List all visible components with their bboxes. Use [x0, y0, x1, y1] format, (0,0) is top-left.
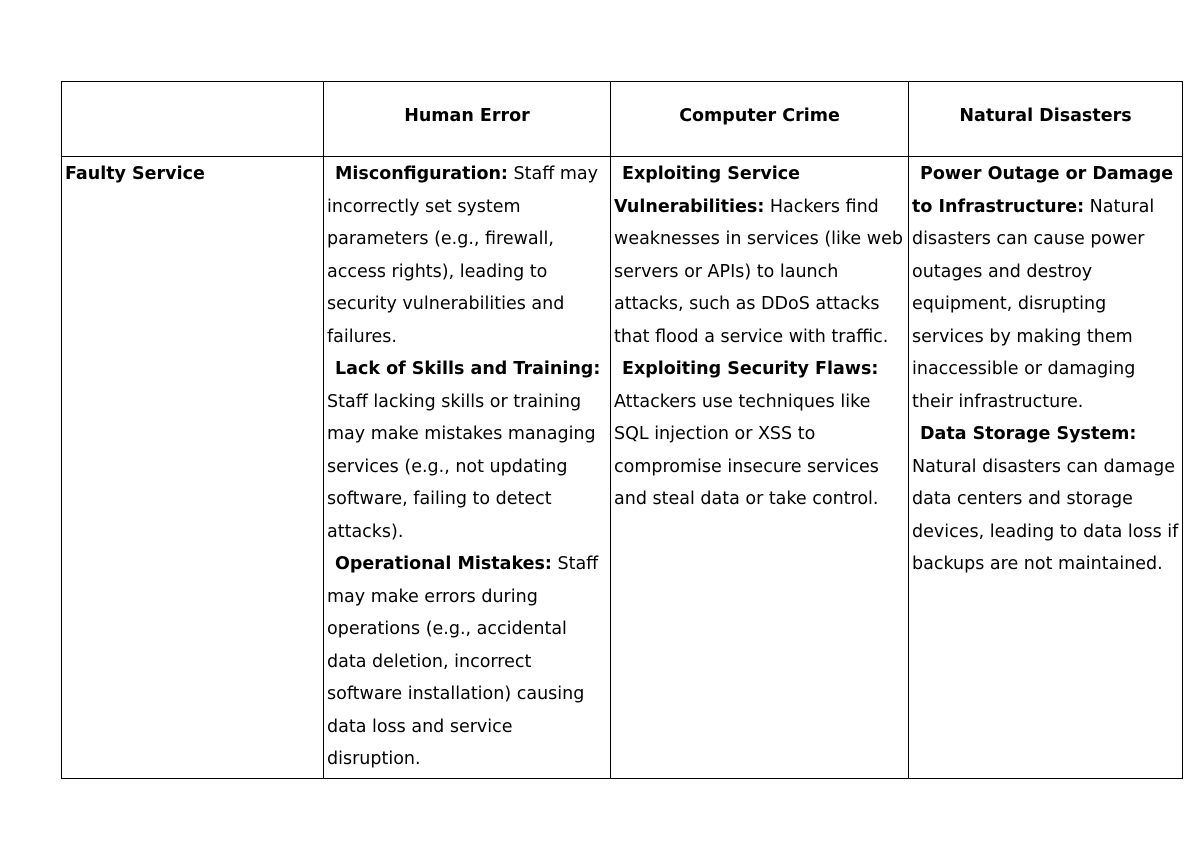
entry-text: Attackers use techniques like SQL injection or XSS to compromise insecure services and steal data or take control.: [614, 391, 879, 509]
human-error-cell: [324, 157, 611, 779]
entry-data-storage-system: [912, 418, 1179, 581]
row-label: Faulty Service: [65, 164, 205, 184]
entry-text: Staff may make errors during operations (e.g., accidental data deletion, incorrect software installation) causing data loss and service disruption.: [327, 554, 599, 769]
entry-text: Natural disasters can cause power outages and destroy equipment, disrupting services by making them inaccessible or damaging their infrastructure.: [912, 196, 1155, 412]
table-row-faulty-service: [62, 157, 1183, 779]
header-cell-empty: [62, 82, 324, 157]
entry-title: Data Storage System:: [920, 424, 1137, 444]
entry-text: Staff may incorrectly set system parameters (e.g., firewall, access rights), leading to security vulnerabilities and failures.: [327, 164, 598, 347]
entry-text: Staff lacking skills or training may make mistakes managing services (e.g., not updating software, failing to detect attacks).: [327, 391, 596, 542]
natural-disasters-cell: [909, 157, 1183, 779]
entry-operational-mistakes: [327, 548, 607, 776]
entry-title: Power Outage or Damage to Infrastructure:: [912, 164, 1174, 217]
entry-title: Operational Mistakes:: [335, 554, 552, 574]
entry-title: Exploiting Service Vulnerabilities:: [614, 164, 800, 217]
entry-power-outage: [912, 158, 1179, 418]
entry-misconfiguration: [327, 158, 607, 353]
table-header-row: [62, 82, 1183, 157]
entry-title: Exploiting Security Flaws:: [622, 359, 879, 379]
computer-crime-cell: [611, 157, 909, 779]
entry-text: Hackers find weaknesses in services (like web servers or APIs) to launch attacks, such as DDoS attacks that flood a service with traffic.: [614, 196, 903, 347]
row-label-cell: [62, 157, 324, 779]
header-cell-human-error: Human Error: [324, 82, 611, 157]
risk-table: [61, 81, 1183, 779]
entry-exploiting-security-flaws: [614, 353, 905, 516]
entry-title: Misconfiguration:: [335, 164, 508, 184]
entry-exploiting-service-vulnerabilities: [614, 158, 905, 353]
entry-text: Natural disasters can damage data centers and storage devices, leading to data loss if backups are not maintained.: [912, 456, 1179, 574]
entry-lack-of-skills: [327, 353, 607, 548]
header-cell-computer-crime: Computer Crime: [611, 82, 909, 157]
entry-title: Lack of Skills and Training:: [335, 359, 601, 379]
header-cell-natural-disasters: Natural Disasters: [909, 82, 1183, 157]
